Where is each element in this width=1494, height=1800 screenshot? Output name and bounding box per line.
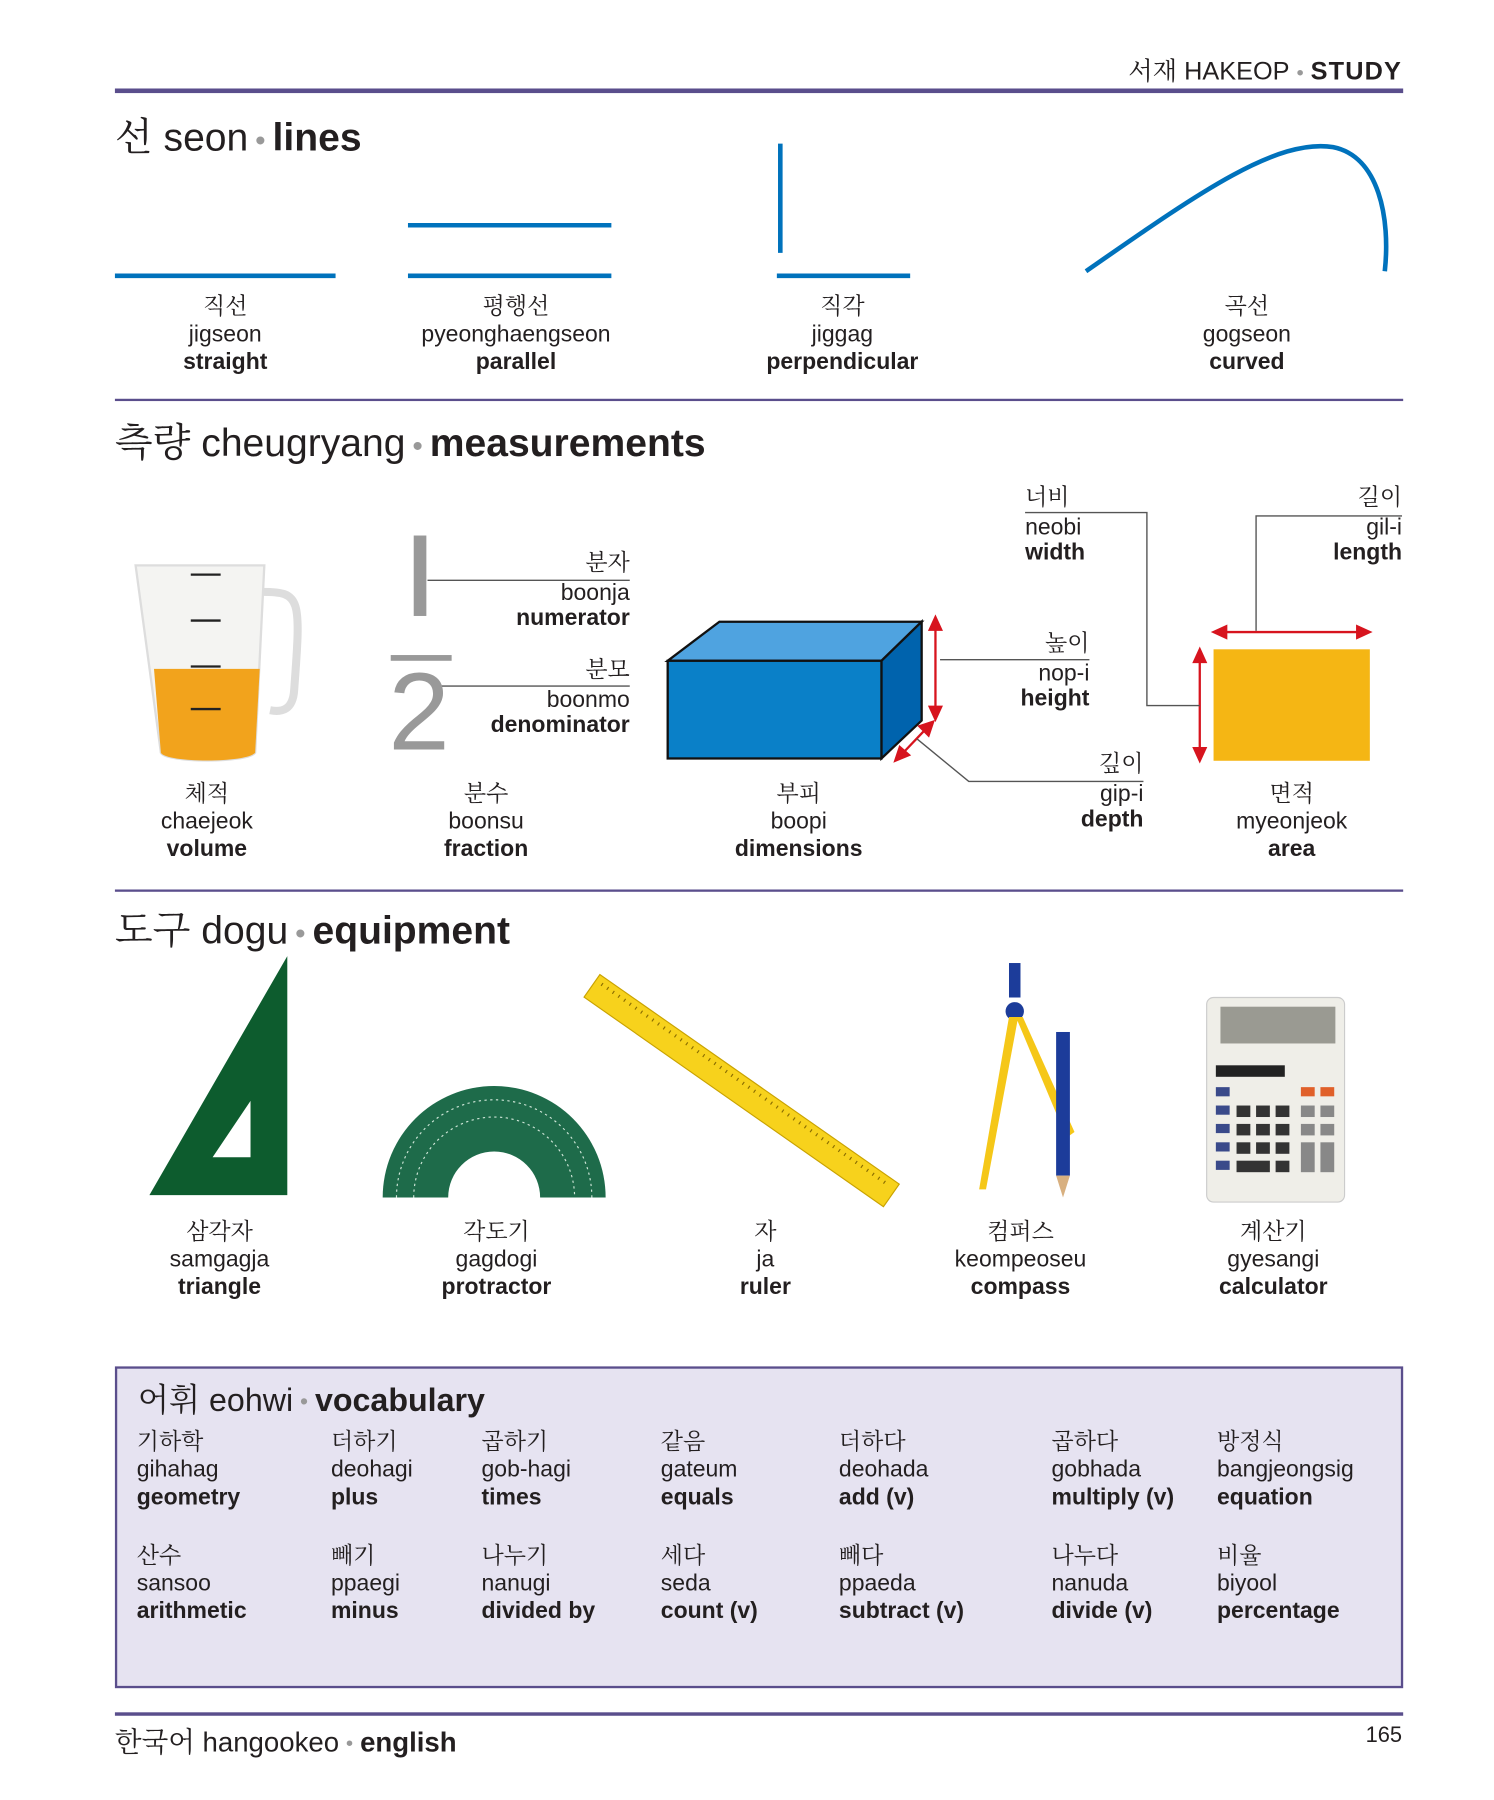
section-title-measurements: 측량 cheugryang • measurements: [114, 421, 706, 466]
label-depth: 깊이 gip-i depth: [1080, 751, 1144, 833]
vocabulary-item: [331, 1542, 400, 1625]
vocabulary-korean: 나누다: [1051, 1543, 1119, 1569]
vocabulary-item: [331, 1428, 413, 1511]
section-title-equipment: 도구 dogu • equipment: [114, 909, 511, 953]
label-dimensions: 부피 boopi dimensions: [734, 781, 863, 862]
vocabulary-roman: gihahag: [136, 1457, 219, 1483]
vocabulary-item: [482, 1428, 571, 1511]
label-protractor: 각도기 gagdogi protractor: [441, 1219, 552, 1300]
protractor-image: [383, 1086, 606, 1197]
vocabulary-english: multiply (v): [1051, 1484, 1175, 1511]
vocabulary-korean: 빼다: [838, 1543, 884, 1569]
vocabulary-roman: gobhada: [1051, 1457, 1142, 1483]
fraction-denominator-digit: 2: [388, 650, 450, 774]
vocabulary-item: [1052, 1542, 1153, 1625]
vocabulary-korean: 산수: [136, 1543, 182, 1569]
vocabulary-english: percentage: [1217, 1598, 1340, 1624]
label-triangle: 삼각자 samgagja triangle: [169, 1219, 270, 1300]
vocabulary-item: [1217, 1428, 1354, 1511]
vocabulary-korean: 곱하다: [1051, 1429, 1119, 1455]
vocabulary-roman: biyool: [1217, 1570, 1278, 1597]
vocabulary-roman: deohagi: [330, 1457, 413, 1483]
parallel-lines-illustration: [408, 225, 611, 276]
label-length: 길이 gil-i length: [1333, 484, 1403, 566]
label-ruler: 자 ja ruler: [739, 1219, 791, 1300]
vocabulary-item: [1217, 1542, 1340, 1625]
vocabulary-box: [115, 1366, 1403, 1688]
page-header: 서재 HAKEOP • STUDY: [1128, 56, 1403, 86]
label-numerator: 분자 boonja numerator: [516, 550, 630, 631]
vocabulary-english: divide (v): [1051, 1598, 1153, 1624]
vocabulary-korean: 같음: [660, 1429, 706, 1455]
footer-title: 한국어 hangookeo • english: [114, 1727, 457, 1759]
label-denominator: 분모 boonmo denominator: [490, 657, 630, 738]
vocabulary-item: [137, 1542, 247, 1625]
label-width: 너비 neobi width: [1025, 484, 1086, 566]
vocabulary-roman: nanuda: [1051, 1570, 1129, 1597]
label-perpendicular: 직각 jiggag perpendicular: [766, 294, 919, 375]
label-calculator: 계산기 gyesangi calculator: [1219, 1219, 1328, 1300]
vocabulary-item: [839, 1542, 964, 1625]
vocabulary-korean: 나누기: [481, 1543, 549, 1569]
box-dimensions-illustration: [668, 622, 922, 759]
label-fraction: 분수 boonsu fraction: [443, 781, 529, 862]
vocabulary-english: count (v): [660, 1598, 758, 1624]
area-square-illustration: [1214, 649, 1370, 760]
compass-image: [979, 963, 1074, 1197]
vocabulary-english: times: [481, 1484, 542, 1511]
vocabulary-roman: gob-hagi: [481, 1457, 571, 1483]
vocabulary-english: arithmetic: [136, 1598, 247, 1624]
vocabulary-roman: nanugi: [481, 1570, 551, 1597]
vocabulary-item: [137, 1428, 240, 1511]
section-title-lines: 선 seon • lines: [114, 116, 362, 160]
curved-line-illustration: [1086, 146, 1386, 271]
vocabulary-english: subtract (v): [838, 1598, 965, 1624]
vocabulary-item: [1052, 1428, 1175, 1511]
vocabulary-item: [661, 1542, 758, 1625]
vocabulary-roman: gateum: [660, 1457, 738, 1483]
measuring-jug-image: [136, 565, 298, 760]
vocabulary-item: [839, 1428, 928, 1511]
vocabulary-roman: seda: [660, 1570, 711, 1597]
vocabulary-english: geometry: [136, 1484, 241, 1511]
vocabulary-korean: 방정식: [1217, 1429, 1284, 1455]
vocabulary-english: divided by: [481, 1598, 596, 1624]
label-curved: 곡선 gogseon curved: [1202, 294, 1291, 375]
vocabulary-roman: deohada: [838, 1457, 929, 1483]
vocabulary-korean: 세다: [660, 1543, 706, 1569]
vocabulary-korean: 곱하기: [481, 1429, 549, 1455]
header-roman: HAKEOP: [1184, 56, 1290, 86]
vocabulary-korean: 더하기: [330, 1429, 398, 1455]
page-number: 165: [1365, 1723, 1403, 1748]
vocabulary-title: 어휘 eohwi • vocabulary: [137, 1382, 485, 1419]
ruler-image: [584, 975, 899, 1207]
label-parallel: 평행선 pyeonghaengseon parallel: [421, 294, 611, 375]
vocabulary-roman: bangjeongsig: [1217, 1457, 1354, 1483]
label-height: 높이 nop-i height: [1020, 630, 1090, 712]
header-korean: 서재: [1128, 56, 1178, 86]
vocabulary-english: minus: [330, 1598, 399, 1624]
perpendicular-lines-illustration: [777, 144, 910, 276]
section-rule: [115, 399, 1403, 401]
vocabulary-english: plus: [330, 1484, 379, 1511]
vocabulary-english: equation: [1217, 1484, 1313, 1511]
vocabulary-english: equals: [660, 1484, 734, 1511]
vocabulary-roman: ppaegi: [330, 1570, 400, 1597]
vocabulary-korean: 빼기: [330, 1543, 376, 1569]
calculator-image: [1207, 998, 1345, 1203]
label-area: 면적 myeonjeok area: [1236, 781, 1348, 862]
vocabulary-korean: 더하다: [838, 1429, 906, 1455]
label-compass: 컴퍼스 keompeoseu compass: [954, 1219, 1087, 1300]
header-english: STUDY: [1310, 56, 1403, 86]
vocabulary-english: add (v): [838, 1484, 915, 1511]
vocabulary-item: [661, 1428, 738, 1511]
set-square-image: [149, 956, 287, 1195]
label-straight: 직선 jigseon straight: [183, 294, 268, 375]
vocabulary-roman: ppaeda: [838, 1570, 916, 1597]
footer-rule: [115, 1712, 1403, 1715]
vocabulary-item: [482, 1542, 596, 1625]
section-rule: [115, 889, 1403, 891]
vocabulary-roman: sansoo: [136, 1570, 211, 1597]
label-volume: 체적 chaejeok volume: [160, 781, 253, 862]
vocabulary-korean: 비율: [1217, 1543, 1262, 1569]
vocabulary-korean: 기하학: [136, 1429, 204, 1455]
